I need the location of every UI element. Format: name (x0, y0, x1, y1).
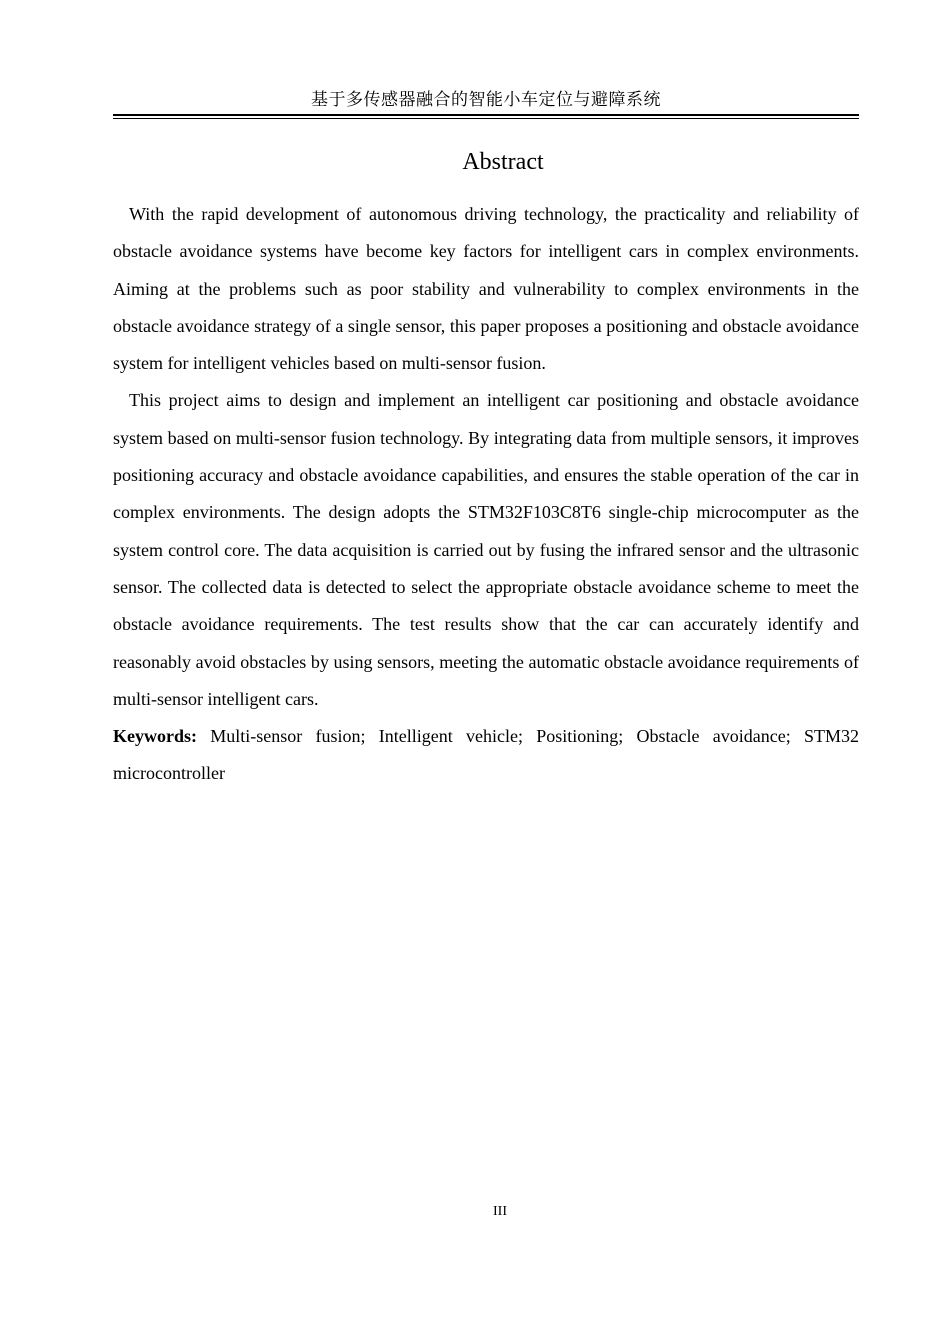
header-rule-thin (113, 118, 859, 119)
keywords-label: Keywords: (113, 726, 197, 747)
keywords-line (113, 718, 859, 793)
page-number: III (493, 1204, 507, 1219)
abstract-title: Abstract (462, 149, 544, 175)
abstract-body (113, 196, 859, 793)
header-rule-thick (113, 114, 859, 116)
keywords-text: Multi-sensor fusion; Intelligent vehicle; Positioning; Obstacle avoidance; STM32 microcontroller (113, 726, 859, 784)
abstract-paragraph-2: This project aims to design and implement an intelligent car positioning and obstacle avoidance system based on multi-sensor fusion technology. By integrating data from multiple sensors, it improves positioning accuracy and obstacle avoidance capabilities, and ensures the stable operation of the car in complex environments. The design adopts the STM32F103C8T6 single-chip microcomputer as the system control core. The data acquisition is carried out by fusing the infrared sensor and the ultrasonic sensor. The collected data is detected to select the appropriate obstacle avoidance scheme to meet the obstacle avoidance requirements. The test results show that the car can accurately identify and reasonably avoid obstacles by using sensors, meeting the automatic obstacle avoidance requirements of multi-sensor intelligent cars. (113, 390, 859, 709)
abstract-paragraph-1: With the rapid development of autonomous driving technology, the practicality and reliability of obstacle avoidance systems have become key factors for intelligent cars in complex environments. Aiming at the problems such as poor stability and vulnerability to complex environments in the obstacle avoidance strategy of a single sensor, this paper proposes a positioning and obstacle avoidance system for intelligent vehicles based on multi-sensor fusion. (113, 204, 859, 374)
running-header: 基于多传感器融合的智能小车定位与避障系统 (311, 90, 661, 110)
